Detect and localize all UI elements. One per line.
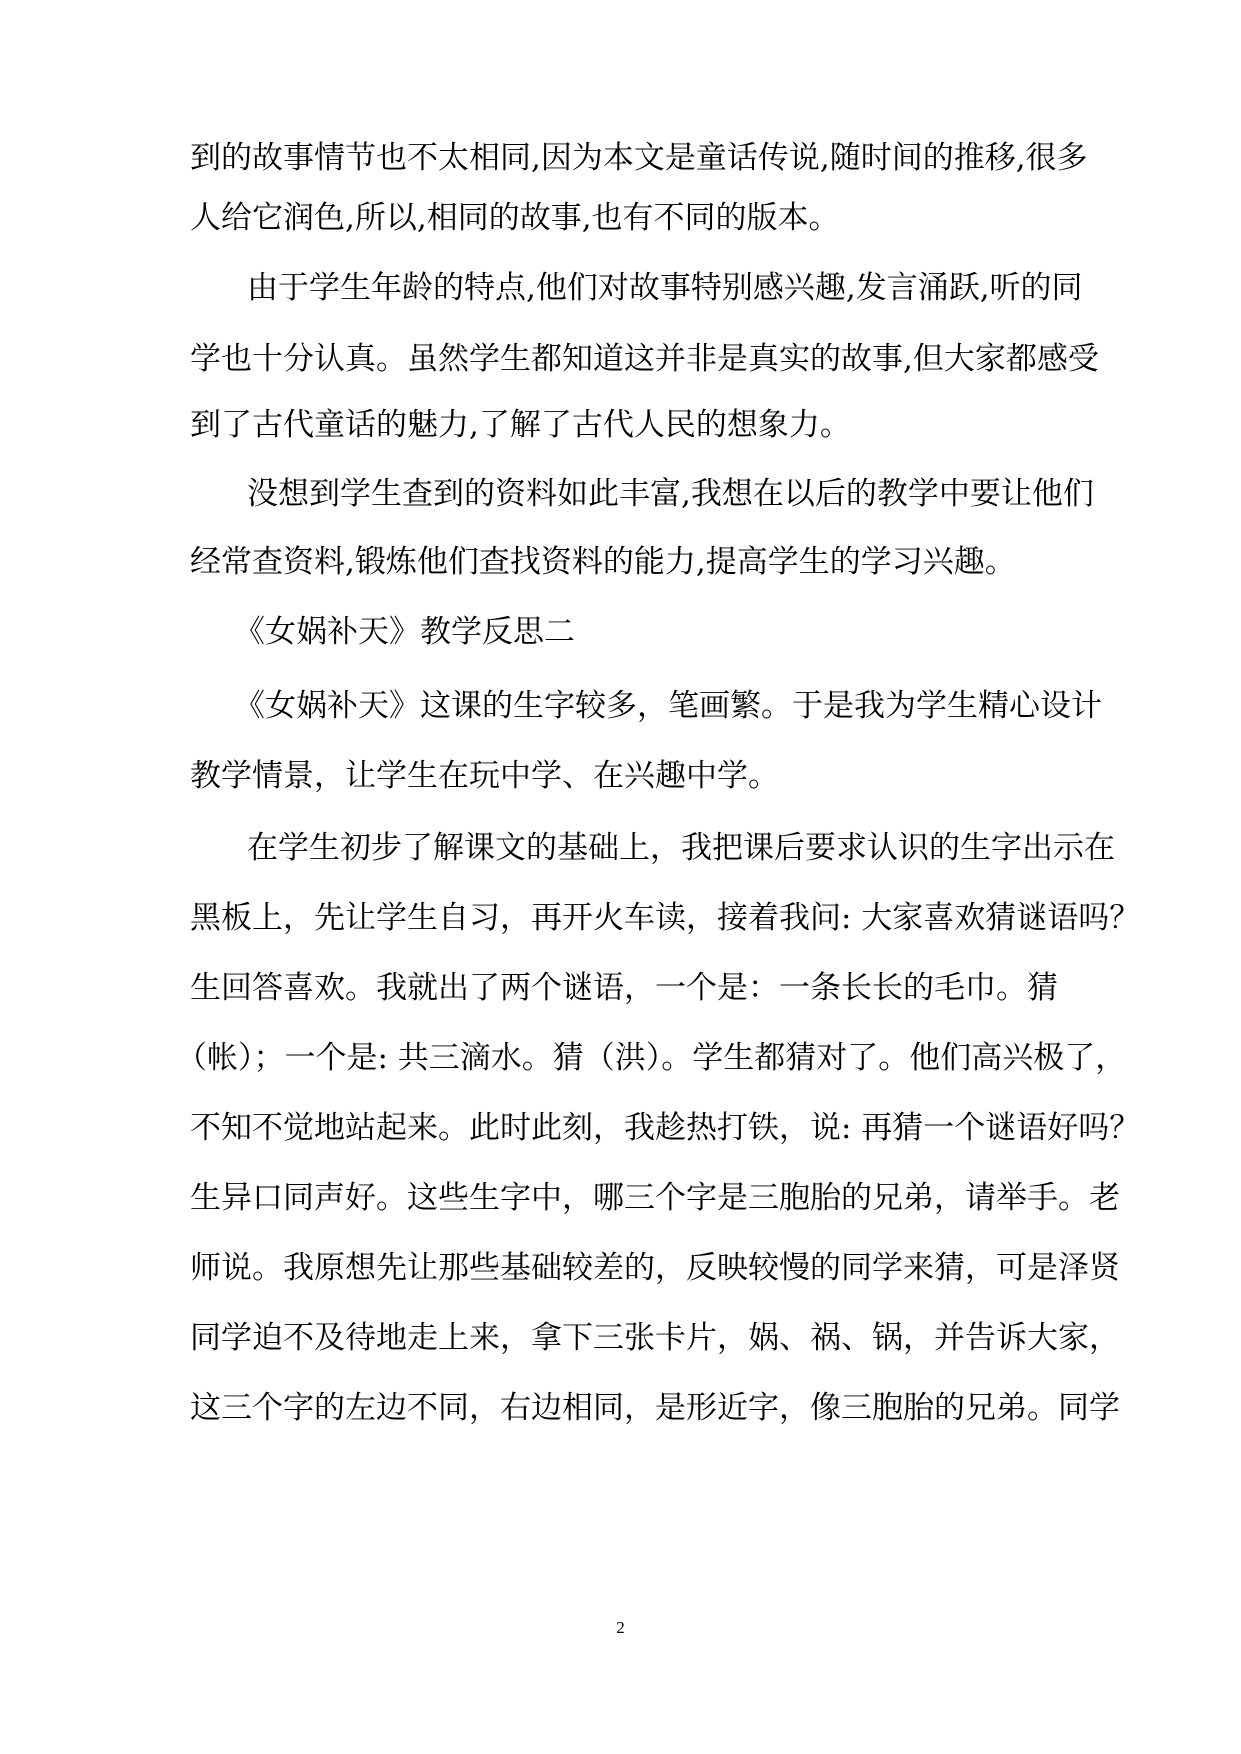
text-line: 学也十分认真。虽然学生都知道这并非是真实的故事,但大家都感受 [190,341,1099,377]
text-line: 没想到学生查到的资料如此丰富,我想在以后的教学中要让他们 [247,476,1094,512]
text-line: 师说。我原想先让那些基础较差的，反映较慢的同学来猜，可是泽贤 [190,1250,1120,1286]
text-line: 在学生初步了解课文的基础上，我把课后要求认识的生字出示在 [247,830,1115,866]
text-line: 这三个字的左边不同，右边相同，是形近字，像三胞胎的兄弟。同学 [190,1390,1120,1426]
text-line: 黑板上，先让学生自习，再开火车读，接着我问: 大家喜欢猜谜语吗？ [190,900,1141,936]
text-line: 教学情景，让学生在玩中学、在兴趣中学。 [190,758,779,794]
page-number: 2 [616,1618,625,1637]
text-line: 不知不觉地站起来。此时此刻，我趁热打铁，说: 再猜一个谜语好吗？ [190,1110,1141,1146]
section-heading: 《女娲补天》教学反思二 [234,614,575,650]
text-line: 经常查资料,锻炼他们查找资料的能力,提高学生的学习兴趣。 [190,544,1016,580]
text-line: 《女娲补天》这课的生字较多，笔画繁。于是我为学生精心设计 [234,688,1102,724]
text-line: 到了古代童话的魅力,了解了古代人民的想象力。 [190,407,851,443]
text-line: 生异口同声好。这些生字中，哪三个字是三胞胎的兄弟，请举手。老 [190,1180,1120,1216]
text-line: 生回答喜欢。我就出了两个谜语，一个是：一条长长的毛巾。猜 [190,970,1058,1006]
text-line: 人给它润色,所以,相同的故事,也有不同的版本。 [190,200,840,236]
text-line: 由于学生年龄的特点,他们对故事特别感兴趣,发言涌跃,听的同 [247,270,1083,306]
text-line: （帐）；一个是: 共三滴水。猜（洪）。学生都猜对了。他们高兴极了， [176,1040,1127,1076]
text-line: 到的故事情节也不太相同,因为本文是童话传说,随时间的推移,很多 [190,140,1088,176]
text-line: 同学迫不及待地走上来，拿下三张卡片，娲、祸、锅，并告诉大家， [190,1320,1120,1356]
